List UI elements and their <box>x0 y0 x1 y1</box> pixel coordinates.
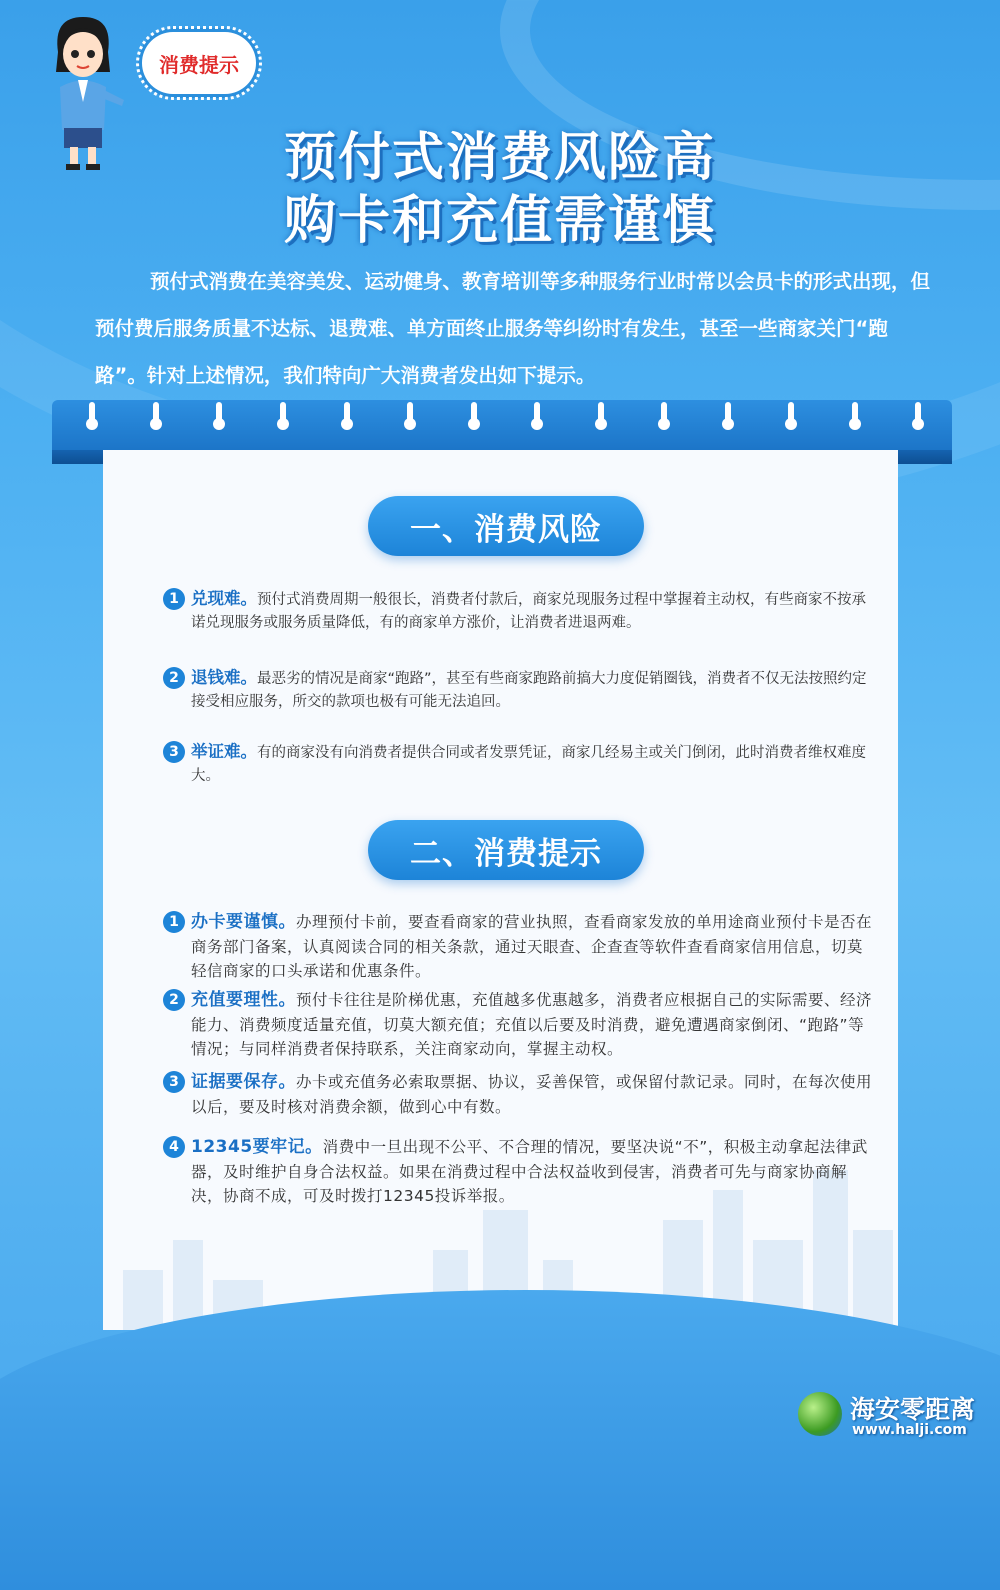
item-text: 办卡或充值务必索取票据、协议，妥善保管，或保留付款记录。同时，在每次使用以后，要及时核对消费余额，做到心中有数。 <box>191 1073 873 1116</box>
binding-pin-icon <box>471 402 477 426</box>
section-heading-risks: 一、消费风险 <box>368 496 644 556</box>
number-badge: 1 <box>163 911 185 933</box>
item-title: 12345要牢记。 <box>191 1137 323 1157</box>
binding-pin-icon <box>915 402 921 426</box>
intro-paragraph: 预付式消费在美容美发、运动健身、教育培训等多种服务行业时常以会员卡的形式出现，但预付费后服务质量不达标、退费难、单方面终止服务等纠纷时有发生，甚至一些商家关门“跑路”。针对上述情况，我们特向广大消费者发出如下提示。 <box>95 270 931 387</box>
section-heading-tips: 二、消费提示 <box>368 820 644 880</box>
item-title: 退钱难。 <box>191 668 257 687</box>
speech-bubble <box>138 28 260 98</box>
list-item <box>163 910 878 984</box>
item-title: 充值要理性。 <box>191 990 296 1010</box>
number-badge: 3 <box>163 1071 185 1093</box>
binding-pin-icon <box>216 402 222 426</box>
number-badge: 1 <box>163 588 185 610</box>
page-title-line1: 预付式消费风险高 <box>283 128 716 188</box>
number-badge: 4 <box>163 1136 185 1158</box>
logo-name: 海安零距离 <box>850 1395 976 1424</box>
bubble-label: 消费提示 <box>159 52 239 77</box>
list-item <box>163 1135 878 1209</box>
logo-url: www.halji.com <box>852 1422 967 1438</box>
binding-pin-icon <box>89 402 95 426</box>
logo-emblem-icon <box>798 1392 842 1436</box>
list-item <box>163 740 878 788</box>
item-title: 办卡要谨慎。 <box>191 912 296 932</box>
page-title-line2: 购卡和充值需谨慎 <box>283 191 716 251</box>
binding-pin-icon <box>407 402 413 426</box>
number-badge: 2 <box>163 667 185 689</box>
list-item <box>163 587 878 635</box>
item-text: 预付卡往往是阶梯优惠，充值越多优惠越多，消费者应根据自己的实际需要、经济能力、消费频度适量充值，切莫大额充值；充值以后要及时消费，避免遭遇商家倒闭、“跑路”等情况；与同样消费者保持联系，关注商家动向，掌握主动权。 <box>191 991 873 1058</box>
number-badge: 2 <box>163 989 185 1011</box>
item-text: 办理预付卡前，要查看商家的营业执照，查看商家发放的单用途商业预付卡是否在商务部门备案，认真阅读合同的相关条款，通过天眼查、企查查等软件查看商家信用信息，切莫轻信商家的口头承诺和优惠条件。 <box>191 913 873 980</box>
binding-pin-icon <box>534 402 540 426</box>
list-item <box>163 666 878 714</box>
binding-pin-icon <box>788 402 794 426</box>
item-text: 预付式消费周期一般很长，消费者付款后，商家兑现服务过程中掌握着主动权，有些商家不按承诺兑现服务或服务质量降低，有的商家单方涨价，让消费者进退两难。 <box>191 592 866 631</box>
list-item <box>163 988 878 1062</box>
binding-pin-icon <box>153 402 159 426</box>
calendar-binding-bar <box>52 400 952 450</box>
binding-pin-icon <box>280 402 286 426</box>
binding-pin-icon <box>661 402 667 426</box>
binding-pin-icon <box>852 402 858 426</box>
item-text: 有的商家没有向消费者提供合同或者发票凭证，商家几经易主或关门倒闭，此时消费者维权难度大。 <box>191 745 866 784</box>
item-text: 消费中一旦出现不公平、不合理的情况，要坚决说“不”，积极主动拿起法律武器，及时维护自身合法权益。如果在消费过程中合法权益收到侵害，消费者可先与商家协商解决，协商不成，可及时拨打12345投诉举报。 <box>191 1138 868 1205</box>
binding-pin-icon <box>344 402 350 426</box>
item-title: 证据要保存。 <box>191 1072 296 1092</box>
item-title: 兑现难。 <box>191 589 257 608</box>
binding-pin-icon <box>598 402 604 426</box>
item-text: 最恶劣的情况是商家“跑路”，甚至有些商家跑路前搞大力度促销圈钱，消费者不仅无法按照约定接受相应服务，所交的款项也极有可能无法追回。 <box>191 671 867 710</box>
item-title: 举证难。 <box>191 742 257 761</box>
list-item <box>163 1070 878 1119</box>
binding-pin-icon <box>725 402 731 426</box>
site-logo <box>798 1390 998 1445</box>
number-badge: 3 <box>163 741 185 763</box>
